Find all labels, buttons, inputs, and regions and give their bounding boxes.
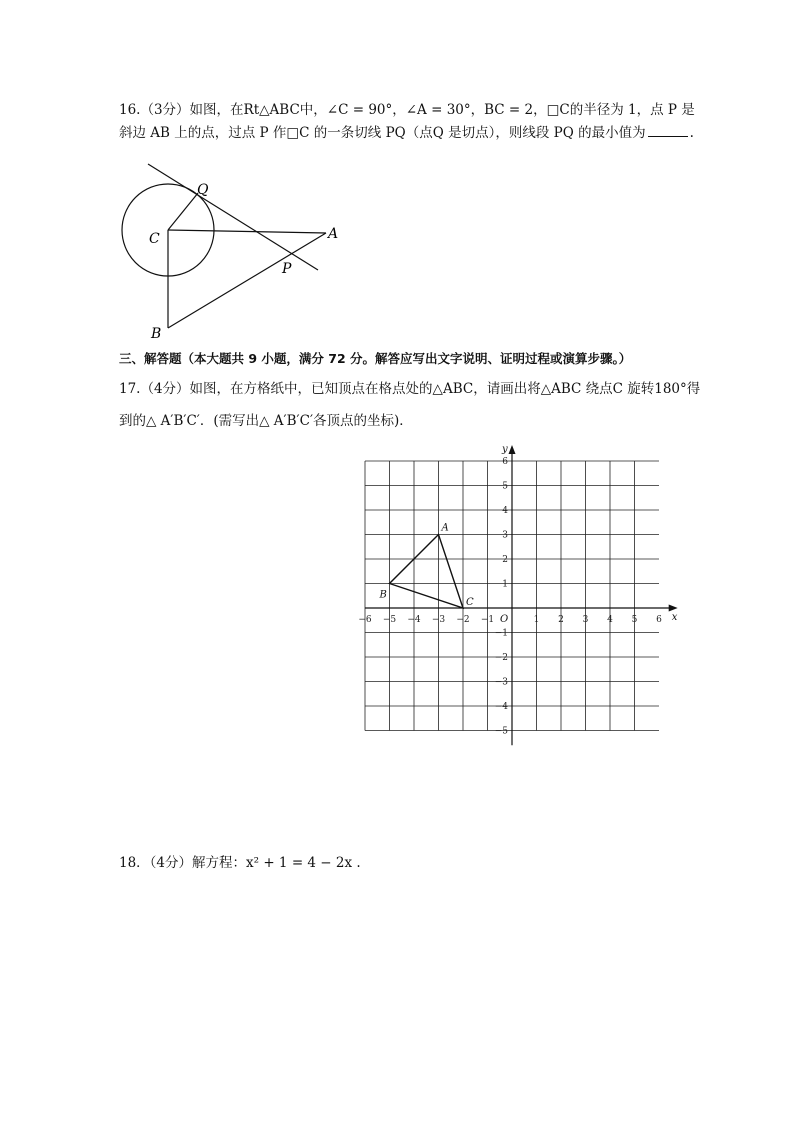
label-c: C (149, 231, 160, 247)
x-tick-label: 6 (656, 615, 662, 625)
vertex-label-c: C (466, 597, 474, 608)
label-q: Q (197, 182, 209, 198)
vertex-label-b: B (379, 589, 387, 601)
x-tick-label: −4 (407, 615, 421, 625)
label-p: P (282, 261, 292, 277)
y-axis-label: y (502, 443, 508, 455)
x-tick-label: −1 (480, 615, 495, 625)
q16-line-1: 16.（3分）如图，在Rt△ABC中，∠C = 90°，∠A = 30°，BC = 2，□C的半径为 1，点 P 是 (119, 102, 695, 118)
y-tick-label: −1 (494, 628, 508, 639)
y-tick-label: 3 (502, 530, 508, 541)
y-tick-label: 6 (502, 457, 508, 467)
triangle-abc (379, 523, 475, 609)
x-tick-label: 5 (631, 615, 638, 625)
y-tick-label: 2 (502, 555, 508, 565)
segment-ba (168, 233, 326, 328)
x-tick-label: 4 (607, 615, 613, 625)
q17-line-1: 17.（4分）如图，在方格纸中，已知顶点在格点处的△ABC，请画出将△ABC 绕点C 旋转180°得 (119, 381, 701, 397)
segment-cq (168, 193, 198, 230)
q16-figure (110, 160, 350, 345)
y-tick-label: −5 (494, 726, 508, 737)
tangent-line-pq (148, 164, 318, 270)
segment-ca (168, 230, 326, 233)
q16-line-2-end: . (689, 125, 694, 141)
q16-line-2 (119, 124, 694, 142)
y-tick-label: 1 (502, 579, 508, 590)
y-tick-label: −2 (494, 653, 508, 663)
x-tick-label: 1 (533, 615, 540, 625)
x-axis-arrow (669, 605, 678, 612)
y-axis-arrow (509, 445, 516, 454)
tick-labels (358, 444, 677, 737)
origin-label: O (500, 614, 509, 625)
q17-line-2: 到的△ A′B′C′．(需写出△ A′B′C′各顶点的坐标)． (119, 413, 413, 429)
x-tick-label: −6 (358, 615, 372, 625)
triangle-abc-shape (390, 535, 464, 609)
vertex-label-a: A (441, 522, 449, 534)
axes (365, 445, 678, 745)
y-tick-label: 4 (502, 506, 508, 516)
y-tick-label: −4 (494, 702, 508, 712)
section-3-heading: 三、解答题（本大题共 9 小题，满分 72 分。解答应写出文字说明、证明过程或演算步骤。） (119, 351, 632, 366)
x-axis-label: x (671, 612, 678, 623)
answer-blank (648, 124, 688, 137)
x-tick-label: −3 (431, 615, 446, 625)
label-b: B (151, 326, 162, 342)
coordinate-grid (350, 440, 680, 750)
x-tick-label: −2 (456, 615, 470, 625)
x-tick-label: 2 (558, 615, 564, 625)
y-tick-label: −3 (494, 677, 508, 688)
y-tick-label: 5 (502, 481, 508, 492)
q16-line-2-text: 斜边 AB 上的点，过点 P 作□C 的一条切线 PQ（点Q 是切点），则线段 PQ 的最小值为 (119, 125, 646, 141)
q18-text: 18．（4分）解方程：x² + 1 = 4 − 2x . (119, 855, 361, 871)
label-a: A (328, 226, 339, 242)
x-tick-label: 3 (582, 615, 589, 625)
x-tick-label: −5 (382, 615, 397, 625)
